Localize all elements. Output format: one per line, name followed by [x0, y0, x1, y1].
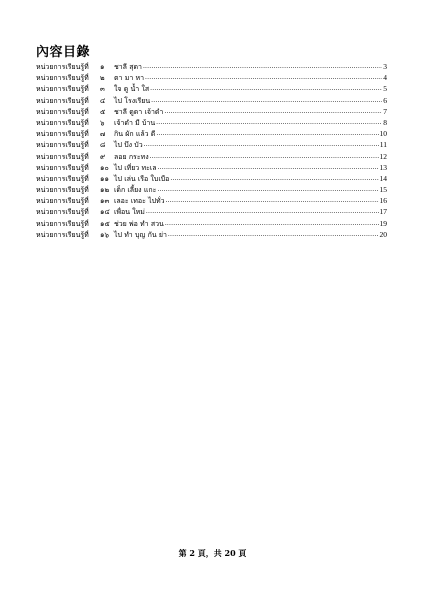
toc-entry-page-number: 19	[379, 218, 387, 228]
toc-entry-page-number: 8	[383, 117, 387, 127]
toc-entry[interactable]	[36, 173, 387, 184]
toc-entry-number: ๒	[100, 74, 105, 83]
toc-entry-title: ไป ทำ บุญ กัน ย่า	[114, 230, 167, 239]
toc-title: 內容目錄	[36, 45, 91, 60]
toc-entry-page-number: 20	[379, 229, 387, 239]
toc-entry-dot-leader	[143, 61, 382, 72]
toc-entry-prefix: หน่วยการเรียนรู้ที่	[36, 163, 89, 172]
toc-entry-prefix: หน่วยการเรียนรู้ที่	[36, 141, 89, 150]
toc-entry-prefix: หน่วยการเรียนรู้ที่	[36, 74, 89, 83]
toc-entry[interactable]	[36, 218, 387, 229]
toc-entry-prefix: หน่วยการเรียนรู้ที่	[36, 174, 89, 183]
toc-entry-prefix: หน่วยการเรียนรู้ที่	[36, 208, 89, 217]
toc-entry-number: ๕	[100, 107, 106, 116]
toc-entry-number: ๑๔	[100, 208, 110, 217]
toc-entry-number: ๓	[100, 85, 105, 94]
toc-entry-dot-leader	[168, 229, 379, 240]
toc-entry-page-number: 14	[379, 173, 387, 183]
toc-entry-dot-leader	[170, 173, 378, 184]
toc-entry-page-number: 10	[379, 129, 387, 139]
toc-entry-title: ไป เที่ยว ทะเล	[114, 163, 157, 172]
toc-entry-prefix: หน่วยการเรียนรู้ที่	[36, 85, 89, 94]
toc-entry-prefix: หน่วยการเรียนรู้ที่	[36, 96, 89, 105]
toc-entry-dot-leader	[165, 218, 379, 229]
toc-entry-dot-leader	[166, 195, 379, 206]
toc-entry-title: เจ้าดำ มี บ้าน	[114, 118, 156, 127]
toc-entry-number: ๗	[100, 130, 106, 139]
toc-entry-page-number: 13	[379, 162, 387, 172]
toc-entry-prefix: หน่วยการเรียนรู้ที่	[36, 230, 89, 239]
toc-entry-number: ๑๐	[100, 163, 109, 172]
toc-entry-dot-leader	[144, 139, 379, 150]
toc-entry-dot-leader	[146, 206, 379, 217]
toc-entry-number: ๑๒	[100, 186, 110, 195]
toc-entry-title: ลอย กระทง	[114, 152, 149, 161]
toc-entry[interactable]	[36, 151, 387, 162]
toc-entry-page-number: 6	[383, 95, 387, 105]
toc-entry-page-number: 3	[383, 62, 387, 71]
toc-entry-dot-leader	[151, 95, 382, 106]
toc-entry[interactable]	[36, 139, 387, 150]
toc-entry-number: ๖	[100, 118, 105, 127]
toc-entry[interactable]	[36, 117, 387, 128]
toc-entry-dot-leader	[150, 83, 382, 94]
toc-entry-title: ชาลี สุดา	[114, 63, 142, 71]
toc-entry-dot-leader	[150, 151, 379, 162]
toc-entry-title: ไป โรงเรียน	[114, 96, 151, 105]
toc-entry-prefix: หน่วยการเรียนรู้ที่	[36, 186, 89, 195]
toc-entry-number: ๑๖	[100, 230, 109, 239]
toc-entry[interactable]	[36, 83, 387, 94]
toc-entry-prefix: หน่วยการเรียนรู้ที่	[36, 118, 89, 127]
toc-entry[interactable]	[36, 206, 387, 217]
toc-entry[interactable]	[36, 128, 387, 139]
toc-entry-page-number: 12	[379, 151, 387, 161]
toc-entry-dot-leader	[158, 162, 379, 173]
toc-entry-title: ไป เล่น เรือ ใบเบือ	[114, 174, 170, 183]
toc-entry[interactable]	[36, 229, 387, 240]
toc-entry-prefix: หน่วยการเรียนรู้ที่	[36, 152, 89, 161]
toc-entry-dot-leader	[145, 72, 382, 83]
toc-entry-title: ใจ ดู น้ำ ใส	[114, 85, 150, 94]
toc-entry-prefix: หน่วยการเรียนรู้ที่	[36, 107, 89, 116]
toc-entry-page-number: 15	[379, 185, 387, 195]
toc-entry-page-number: 4	[383, 73, 387, 83]
page-footer: 第 2 頁，共 20 頁	[178, 548, 247, 558]
toc-entry-title: ชาลี ดูดา เจ้าดำ	[114, 107, 164, 116]
toc-entry[interactable]	[36, 162, 387, 173]
toc-entry-title: ตา มา หา	[114, 74, 145, 83]
toc-entry-number: ๑	[100, 63, 105, 71]
toc-entry-title: ช่วย พ่อ ทำ สวน	[114, 219, 164, 228]
toc-entry-dot-leader	[156, 128, 378, 139]
toc-entry-number: ๑๓	[100, 197, 110, 206]
toc-entry[interactable]	[36, 61, 387, 72]
toc-entry-number: ๑๑	[100, 174, 109, 183]
toc-list	[36, 61, 387, 240]
toc-entry-dot-leader	[164, 106, 382, 117]
toc-entry[interactable]	[36, 95, 387, 106]
toc-entry-prefix: หน่วยการเรียนรู้ที่	[36, 63, 89, 71]
toc-entry-prefix: หน่วยการเรียนรู้ที่	[36, 219, 89, 228]
toc-entry-title: เด็ก เลี้ยง แกะ	[114, 186, 157, 195]
toc-entry-number: ๘	[100, 141, 106, 150]
toc-entry-title: เพื่อน ใหม่	[114, 208, 145, 217]
toc-entry[interactable]	[36, 184, 387, 195]
toc-entry-page-number: 16	[379, 196, 387, 206]
toc-entry-page-number: 7	[383, 106, 387, 116]
toc-entry-dot-leader	[156, 117, 382, 128]
toc-entry[interactable]	[36, 72, 387, 83]
toc-entry[interactable]	[36, 195, 387, 206]
toc-entry-page-number: 5	[383, 84, 387, 94]
toc-entry-number: ๔	[100, 96, 106, 105]
toc-entry-page-number: 17	[379, 207, 387, 217]
toc-entry-title: กิน ผัก แล้ว ดี	[114, 130, 156, 139]
toc-entry-title: ไป บึง บัว	[114, 141, 143, 150]
toc-entry-prefix: หน่วยการเรียนรู้ที่	[36, 130, 89, 139]
toc-entry-page-number: 11	[379, 140, 387, 150]
toc-entry-number: ๙	[100, 152, 106, 161]
toc-entry[interactable]	[36, 106, 387, 117]
toc-entry-dot-leader	[157, 184, 378, 195]
toc-entry-number: ๑๕	[100, 219, 110, 228]
toc-entry-prefix: หน่วยการเรียนรู้ที่	[36, 197, 89, 206]
toc-entry-title: เลอะ เทอะ ไปทั่ว	[114, 197, 165, 206]
